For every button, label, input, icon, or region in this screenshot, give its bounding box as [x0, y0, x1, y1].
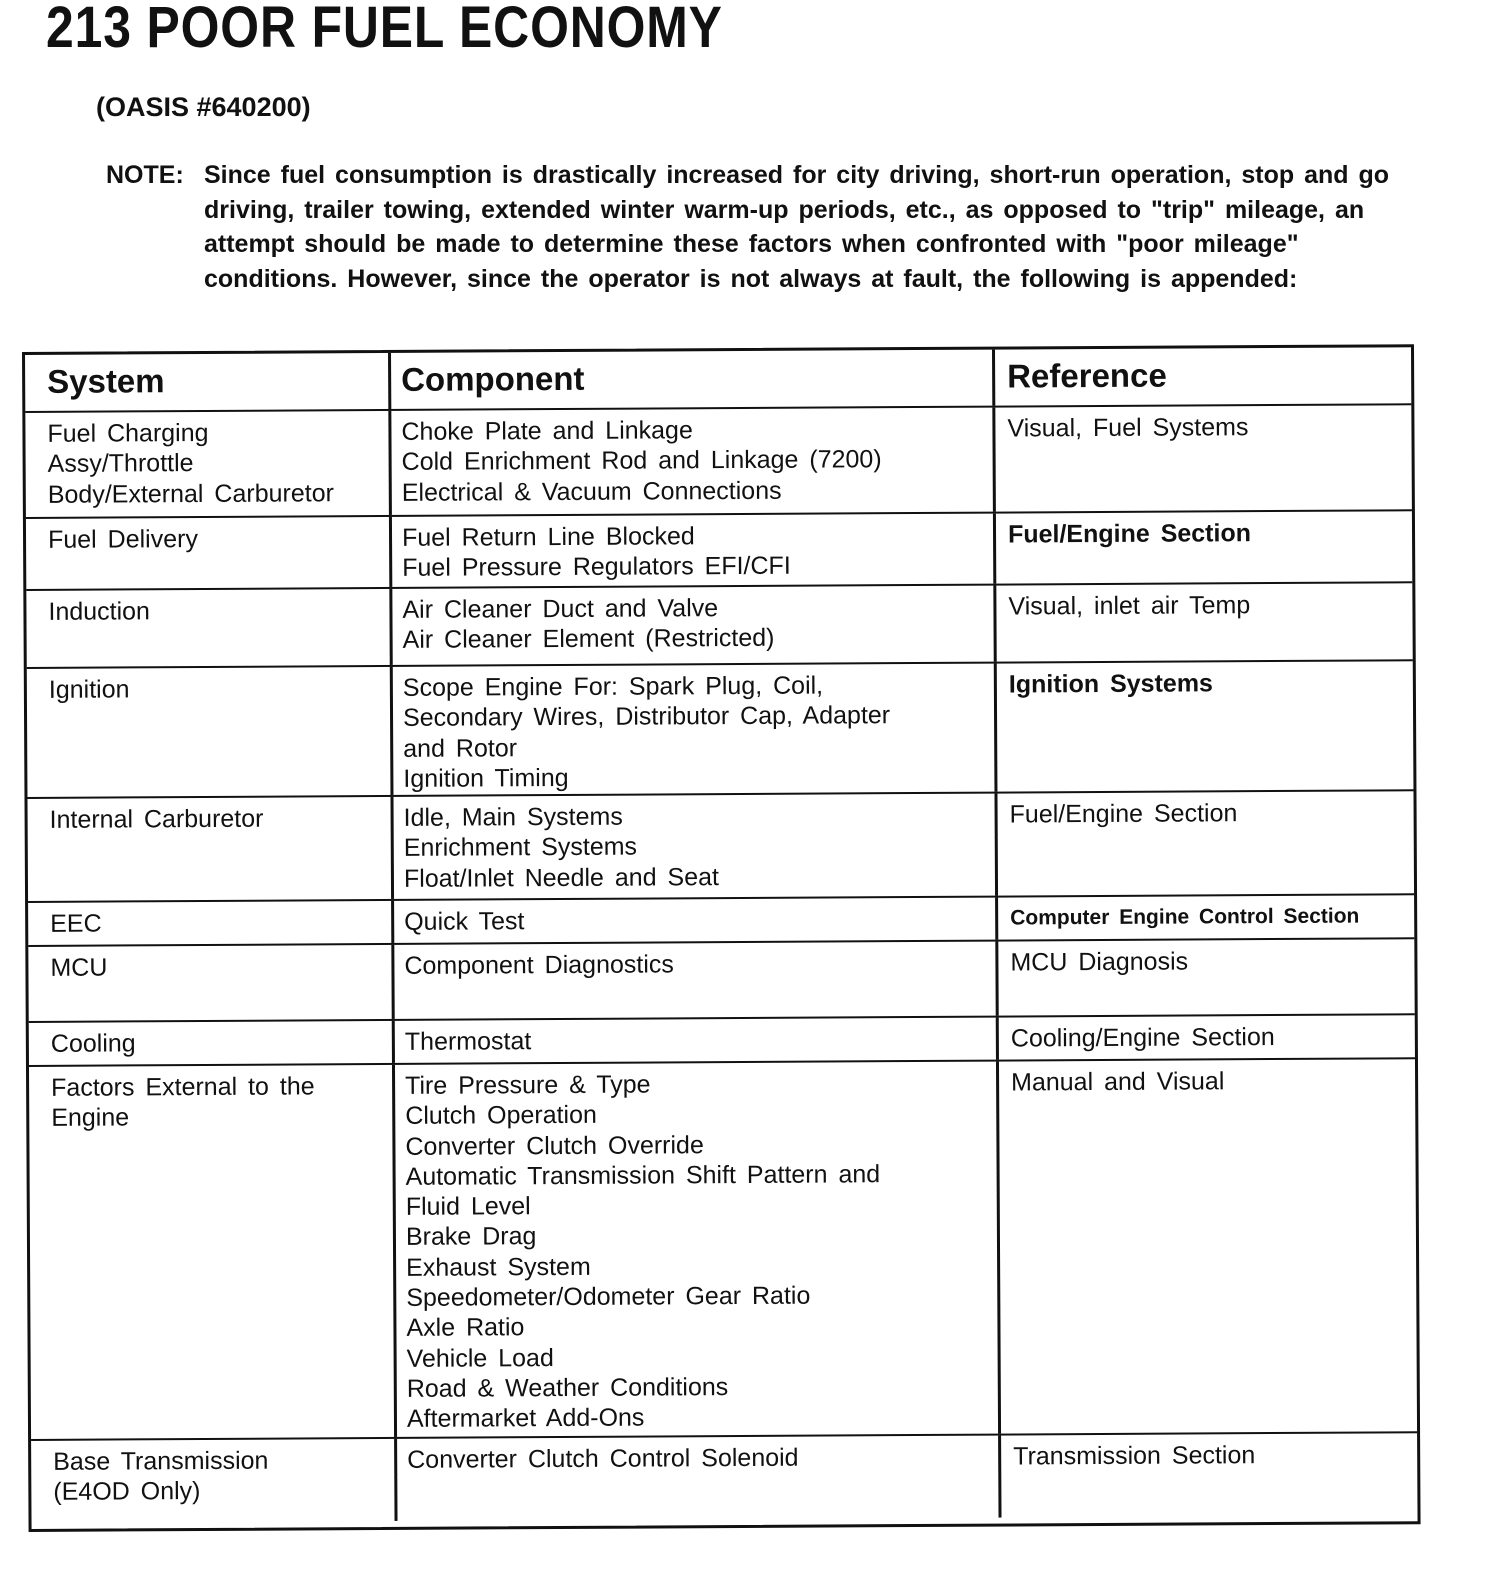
reference-cell [998, 1433, 1417, 1517]
system-cell [26, 517, 389, 589]
table-row [26, 509, 1412, 589]
header-reference: Reference [992, 347, 1411, 405]
reference-cell-line: Ignition Systems [1008, 669, 1213, 699]
page-title: 213 POOR FUEL ECONOMY [46, 0, 723, 60]
component-cell-line: Speedometer/Odometer Gear Ratio [406, 1281, 811, 1312]
table-row [27, 659, 1414, 797]
system-cell-line: (E4OD Only) [53, 1477, 201, 1507]
system-cell-line: Body/External Carburetor [47, 478, 334, 509]
component-cell-line: Quick Test [404, 907, 525, 936]
table-row [28, 937, 1414, 1021]
component-cell-line: Thermostat [404, 1027, 532, 1056]
note-label: NOTE: [106, 161, 184, 189]
component-cell-line: Air Cleaner Element (Restricted) [402, 624, 775, 655]
reference-cell [996, 1059, 1417, 1433]
component-cell-line: Float/Inlet Needle and Seat [403, 862, 720, 893]
component-cell-line: Axle Ratio [406, 1313, 525, 1343]
system-cell-line: Ignition [48, 675, 130, 704]
component-cell-line: Electrical & Vacuum Connections [401, 476, 782, 507]
system-cell-line: EEC [50, 909, 102, 938]
system-cell [25, 411, 389, 517]
component-cell-line: Exhaust System [406, 1252, 591, 1282]
component-cell-line: Vehicle Load [406, 1343, 554, 1373]
system-cell-line: Fuel Charging [47, 418, 209, 448]
component-cell [388, 408, 993, 515]
system-cell-line: Internal Carburetor [49, 804, 264, 834]
reference-cell-line: MCU Diagnosis [1010, 947, 1189, 977]
table-row [27, 789, 1414, 901]
system-cell [26, 589, 389, 667]
header-system: System [47, 362, 165, 400]
component-cell-line: Secondary Wires, Distributor Cap, Adapter [402, 701, 891, 733]
reference-cell-line: Manual and Visual [1011, 1067, 1225, 1097]
system-cell-line: Induction [48, 597, 150, 626]
component-cell-line: Automatic Transmission Shift Pattern and [405, 1160, 881, 1191]
component-cell-line: Fuel Pressure Regulators EFI/CFI [402, 552, 791, 583]
reference-cell-line: Visual, Fuel Systems [1007, 413, 1249, 443]
reference-cell-line: Cooling/Engine Section [1010, 1023, 1275, 1053]
table-row [31, 1431, 1417, 1523]
component-cell-line: Aftermarket Add-Ons [406, 1403, 645, 1434]
component-cell-line: Clutch Operation [405, 1101, 597, 1131]
system-cell-line: Factors External to the [51, 1072, 315, 1102]
system-cell-line: Base Transmission [53, 1446, 269, 1476]
table-row [25, 403, 1412, 517]
system-cell [27, 797, 391, 901]
component-cell-line: Component Diagnostics [404, 950, 674, 980]
component-cell-line: Enrichment Systems [403, 832, 638, 863]
reference-cell-line: Fuel/Engine Section [1009, 799, 1238, 829]
system-cell [29, 1021, 392, 1065]
header-component: Component [388, 350, 992, 409]
system-cell [31, 1439, 394, 1523]
system-cell-line: Fuel Delivery [47, 525, 199, 554]
system-cell [29, 1065, 394, 1439]
reference-cell-line: Computer Engine Control Section [1010, 904, 1360, 930]
system-cell-line: Cooling [50, 1029, 136, 1058]
component-cell [392, 1062, 998, 1437]
component-cell-line: Choke Plate and Linkage [401, 416, 693, 446]
component-cell [391, 942, 995, 1019]
note-block [106, 158, 1406, 296]
component-cell [391, 898, 995, 943]
component-cell-line: Converter Clutch Override [405, 1130, 704, 1161]
note-text: Since fuel consumption is drastically increased for city driving, short-run operation, stop and go driving, trailer towing, extended winter warm-up periods, etc., as opposed to "trip" mileage, an attempt should be made to determine these factors when confronted with "poor mileage" conditions. However, since the operator is not always at fault, the following is appended: [204, 161, 1390, 293]
table-row [29, 1013, 1415, 1065]
reference-cell [993, 511, 1412, 583]
component-cell-line: Fuel Return Line Blocked [401, 522, 695, 552]
system-cell-line: Assy/Throttle [47, 449, 194, 479]
component-cell-line: Cold Enrichment Rod and Linkage (7200) [401, 445, 882, 477]
component-cell [389, 514, 993, 587]
component-cell [390, 794, 995, 899]
reference-cell [996, 1015, 1415, 1059]
reference-cell-line: Visual, inlet air Temp [1008, 591, 1251, 621]
component-cell [389, 586, 993, 665]
component-cell-line: Scope Engine For: Spark Plug, Coil, [402, 671, 824, 702]
table-row [28, 893, 1414, 945]
component-cell-line: Tire Pressure & Type [405, 1070, 651, 1100]
reference-cell [993, 583, 1412, 661]
reference-cell-line: Fuel/Engine Section [1007, 519, 1252, 549]
component-cell [390, 664, 995, 795]
system-cell [28, 901, 391, 945]
component-cell-line: Ignition Timing [403, 763, 569, 793]
component-cell-line: Road & Weather Conditions [406, 1373, 729, 1403]
reference-cell [995, 895, 1414, 939]
oasis-number: (OASIS #640200) [96, 92, 311, 122]
diagnosis-table [22, 344, 1421, 1532]
table-header-row [25, 347, 1411, 411]
component-cell-line: and Rotor [403, 733, 518, 763]
reference-cell [994, 661, 1414, 791]
system-cell-line: Engine [51, 1103, 130, 1133]
system-cell-line: MCU [50, 953, 108, 982]
system-cell [28, 945, 391, 1021]
reference-cell [994, 791, 1414, 895]
system-cell [27, 667, 391, 797]
table-row [29, 1057, 1417, 1439]
component-cell-line: Idle, Main Systems [403, 802, 623, 832]
component-cell [394, 1436, 998, 1521]
reference-cell [995, 939, 1414, 1015]
component-cell-line: Brake Drag [405, 1222, 537, 1252]
component-cell-line: Fluid Level [405, 1192, 531, 1222]
reference-cell-line: Transmission Section [1013, 1441, 1256, 1471]
table-row [26, 581, 1412, 667]
component-cell [392, 1018, 996, 1063]
component-cell-line: Converter Clutch Control Solenoid [407, 1443, 799, 1474]
reference-cell [992, 405, 1412, 511]
component-cell-line: Air Cleaner Duct and Valve [402, 594, 719, 624]
